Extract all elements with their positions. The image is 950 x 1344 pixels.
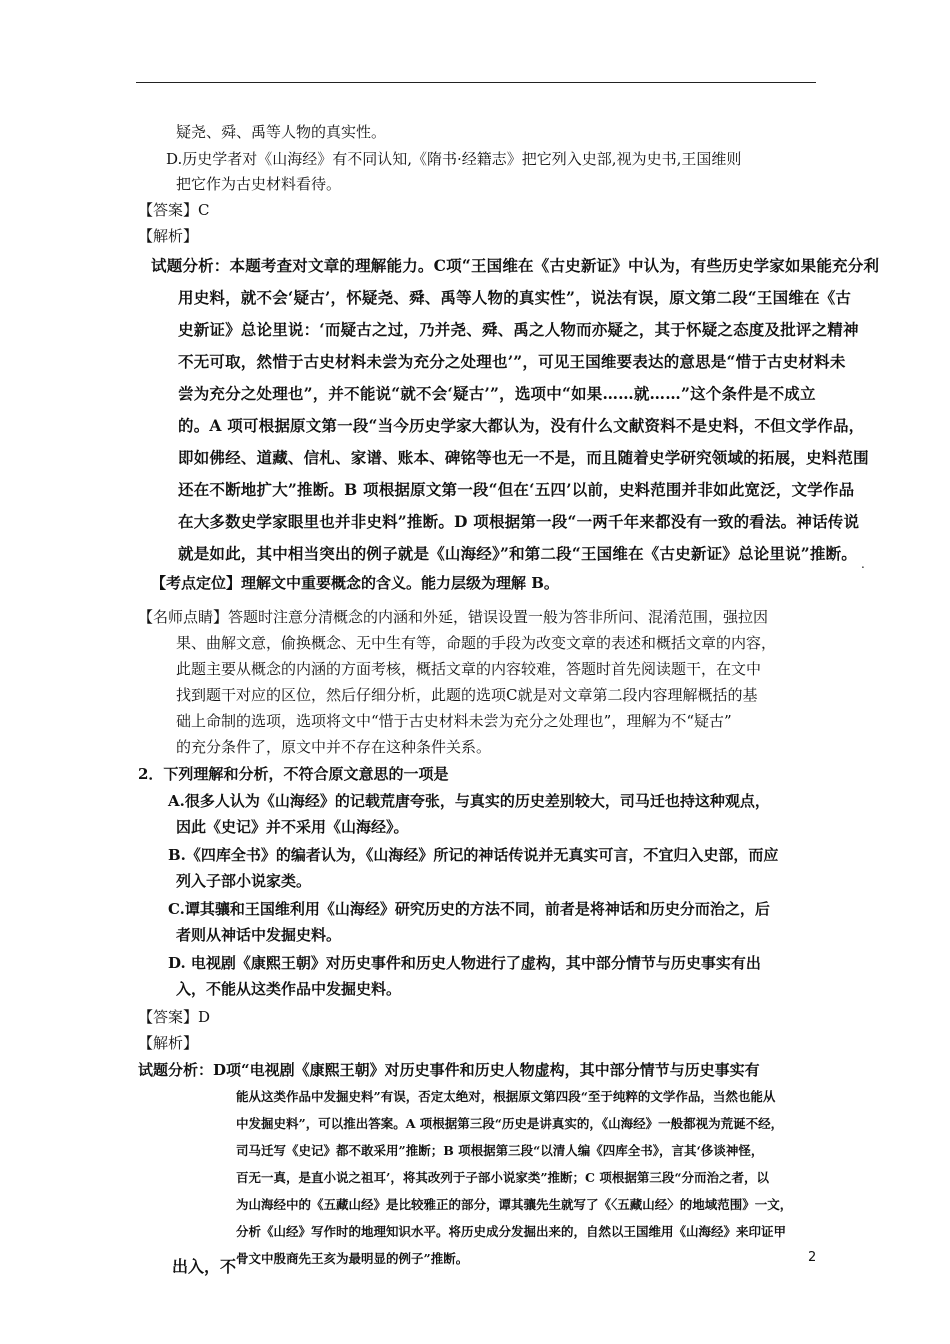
q2-option-c-line2: 者则从神话中发掘史料。 bbox=[176, 926, 342, 944]
q2-analysis-small-line5: 为山海经中的《五藏山经》是比较雅正的部分，谭其骧先生就写了《〈五藏山经〉的地域范围》一文， bbox=[236, 1197, 793, 1212]
q1-mingshi-line2: 果、曲解文意，偷换概念、无中生有等，命题的手段为改变文章的表述和概括文章的内容， bbox=[176, 634, 777, 652]
q2-option-a-line2: 因此《史记》并不采用《山海经》。 bbox=[176, 818, 409, 836]
q2-analysis-label: 【解析】 bbox=[138, 1034, 199, 1052]
page-number: 2 bbox=[808, 1250, 817, 1265]
q2-option-a-line1: A.很多人认为《山海经》的记载荒唐夸张，与真实的历史差别较大，司马迁也持这种观点， bbox=[168, 792, 770, 810]
q2-overlap-fragment: 出入，不 bbox=[172, 1257, 237, 1276]
q1-mingshi-line3: 此题主要从概念的内涵的方面考核，概括文章的内容较难，答题时首先阅读题干，在文中 bbox=[176, 660, 762, 678]
q2-option-c-line1: C.谭其骧和王国维利用《山海经》研究历史的方法不同，前者是将神话和历史分而治之，后 bbox=[168, 900, 770, 918]
q1-analysis-line1: 试题分析：本题考查对文章的理解能力。C项“王国维在《古史新证》中认为，有些历史学家如果能充分利 bbox=[151, 256, 880, 275]
q2-option-b-line1: B.《四库全书》的编者认为，《山海经》所记的神话传说并无真实可言，不宜归入史部，而应 bbox=[168, 846, 779, 864]
q1-analysis-line9: 在大多数史学家眼里也并非史料”推断。D 项根据第一段“一两千年来都没有一致的看法。神话传说 bbox=[178, 512, 860, 531]
q2-option-b-line2: 列入子部小说家类。 bbox=[176, 872, 312, 890]
header-rule bbox=[136, 82, 816, 83]
q2-analysis-small-line2: 中发掘史料”，可以推出答案。A 项根据第三段“历史是讲真实的，《山海经》一般都视为荒诞不经， bbox=[236, 1116, 784, 1131]
q1-mingshi-line5: 础上命制的选项，选项将文中“惜于古史材料未尝为充分之处理也”，理解为不“疑古” bbox=[176, 712, 732, 730]
q1-mingshi-line6: 的充分条件了，原文中并不存在这种条件关系。 bbox=[176, 738, 492, 756]
q1-analysis-line7: 即如佛经、道藏、信札、家谱、账本、碑铭等也无一不是，而且随着史学研究领域的拓展，史料范围 bbox=[178, 448, 869, 467]
q1-analysis-line5: 尝为充分之处理也”，并不能说“就不会‘疑古’”，选项中“如果……就……”这个条件是不成立 bbox=[178, 384, 816, 403]
q1-answer: 【答案】C bbox=[138, 201, 210, 219]
q1-analysis-line2: 用史料，就不会‘疑古’，怀疑尧、舜、禹等人物的真实性”，说法有误，原文第二段“王国维在《古 bbox=[178, 288, 852, 307]
q1-option-d-line1: D.历史学者对《山海经》有不同认知,《隋书·经籍志》把它列入史部,视为史书,王国维则 bbox=[166, 150, 742, 168]
stray-mark: . bbox=[861, 557, 865, 571]
q1-analysis-line6: 的。A 项可根据原文第一段“当今历史学家大都认为，没有什么文献资料不是史料，不但文学作品， bbox=[178, 416, 865, 435]
q1-analysis-line10: 就是如此，其中相当突出的例子就是《山海经》”和第二段“王国维在《古史新证》总论里说”推断。 bbox=[178, 544, 857, 563]
q1-analysis-line4: 不无可取，然惜于古史材料未尝为充分之处理也’”，可见王国维要表达的意思是“惜于古史材料未 bbox=[178, 352, 846, 371]
q2-stem: 2．下列理解和分析，不符合原文意思的一项是 bbox=[138, 765, 449, 783]
q2-analysis-small-line6: 分析《山经》写作时的地理知识水平。将历史成分发掘出来的，自然以王国维用《山海经》来印证甲 bbox=[236, 1224, 787, 1239]
q2-analysis-first-line: 试题分析：D项“电视剧《康熙王朝》对历史事件和历史人物虚构，其中部分情节与历史事实有 bbox=[138, 1061, 760, 1079]
q1-analysis-line8: 还在不断地扩大”推断。B 项根据原文第一段“但在‘五四’以前，史料范围并非如此宽泛，文学作品 bbox=[178, 480, 855, 499]
q1-analysis-line3: 史新证》总论里说：‘而疑古之过，乃并尧、舜、禹之人物而亦疑之，其于怀疑之态度及批评之精神 bbox=[178, 320, 859, 339]
q2-analysis-small-line7: 骨文中殷商先王亥为最明显的例子”推断。 bbox=[236, 1251, 469, 1266]
q1-option-d-line2: 把它作为古史材料看待。 bbox=[176, 175, 342, 193]
q1-mingshi-line4: 找到题干对应的区位，然后仔细分析，此题的选项C就是对文章第二段内容理解概括的基 bbox=[176, 686, 758, 704]
q2-answer: 【答案】D bbox=[138, 1008, 211, 1026]
q1-mingshi-line1: 【名师点睛】答题时注意分清概念的内涵和外延，错误设置一般为答非所问、混淆范围，强拉因 bbox=[138, 608, 769, 626]
q2-analysis-small-line3: 司马迁写《史记》都不敢采用”推断；B 项根据第三段“以清人编《四库全书》，言其‘侈谈神怪， bbox=[236, 1143, 764, 1158]
q2-option-d-line1: D. 电视剧《康熙王朝》对历史事件和历史人物进行了虚构，其中部分情节与历史事实有出 bbox=[168, 954, 761, 972]
q1-option-c-tail: 疑尧、舜、禹等人物的真实性。 bbox=[176, 123, 387, 141]
q2-analysis-small-line1: 能从这类作品中发掘史料”有误，否定太绝对，根据原文第四段“至于纯粹的文学作品，当然也能从 bbox=[236, 1089, 776, 1104]
q1-kaodian: 【考点定位】理解文中重要概念的含义。能力层级为理解 B。 bbox=[151, 574, 559, 592]
q2-analysis-small-line4: 百无一真，是直小说之祖耳’，将其改列于子部小说家类”推断；C 项根据第三段“分而治之者，以 bbox=[236, 1170, 770, 1185]
q1-analysis-label: 【解析】 bbox=[138, 227, 199, 245]
q2-option-d-line2: 入，不能从这类作品中发掘史料。 bbox=[176, 980, 402, 998]
